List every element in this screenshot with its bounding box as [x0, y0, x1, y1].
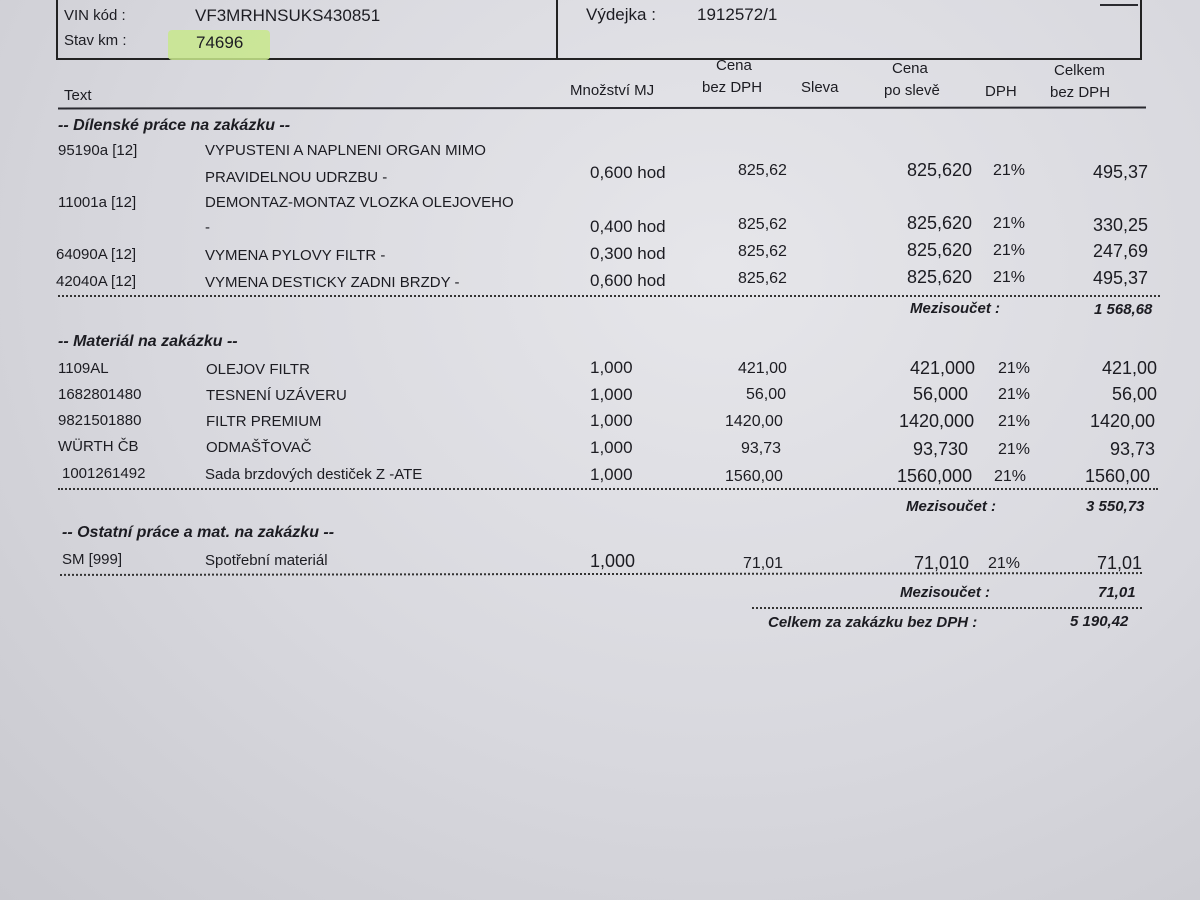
- col-vat: DPH: [985, 83, 1017, 100]
- row-price: 825,62: [738, 216, 787, 233]
- km-value: 74696: [196, 33, 244, 52]
- row-desc: VYMENA PYLOVY FILTR -: [205, 247, 386, 264]
- row-price-after: 421,000: [910, 358, 976, 378]
- row-price: 1420,00: [725, 413, 783, 430]
- row-desc-cont: -: [205, 219, 210, 236]
- subtotal-value: 1 568,68: [1094, 301, 1153, 318]
- vydejka-value: 1912572/1: [697, 5, 778, 24]
- row-qty: 0,300 hod: [590, 244, 666, 263]
- row-price-after: 825,620: [907, 213, 973, 233]
- row-price-after: 825,620: [907, 160, 973, 180]
- row-vat: 21%: [988, 555, 1021, 572]
- grand-total-value: 5 190,42: [1070, 613, 1129, 630]
- row-qty: 1,000: [590, 551, 636, 571]
- section-title-labor: -- Dílenské práce na zakázku --: [58, 117, 291, 134]
- row-qty: 0,600 hod: [590, 271, 666, 290]
- row-code: 1001261492: [62, 465, 146, 482]
- row-desc: ODMAŠŤOVAČ: [206, 439, 312, 456]
- row-qty: 1,000: [590, 438, 633, 457]
- row-qty: 1,000: [590, 358, 633, 377]
- row-desc: OLEJOV FILTR: [206, 361, 310, 378]
- col-price-l1: Cena: [716, 57, 752, 74]
- row-desc: VYMENA DESTICKY ZADNI BRZDY -: [205, 274, 460, 291]
- row-total: 330,25: [1093, 215, 1149, 235]
- vin-value: VF3MRHNSUKS430851: [195, 6, 381, 25]
- row-price-after: 825,620: [907, 267, 973, 287]
- vydejka-label: Výdejka :: [586, 5, 656, 24]
- row-code: 9821501880: [58, 412, 142, 429]
- row-desc: Sada brzdových destiček Z -ATE: [205, 466, 423, 483]
- row-vat: 21%: [998, 441, 1031, 458]
- row-qty: 1,000: [590, 385, 633, 404]
- row-total: 1560,00: [1085, 466, 1151, 486]
- row-desc: TESNENÍ UZÁVERU: [206, 387, 347, 404]
- row-vat: 21%: [994, 468, 1027, 485]
- row-price-after: 71,010: [914, 553, 970, 573]
- row-price: 71,01: [743, 555, 784, 572]
- row-price-after: 1560,000: [897, 466, 973, 486]
- col-text: Text: [64, 87, 92, 104]
- row-price: 825,62: [738, 270, 787, 287]
- row-desc: DEMONTAZ-MONTAZ VLOZKA OLEJOVEHO: [205, 194, 514, 211]
- row-price: 421,00: [738, 360, 787, 377]
- col-price-after-l2: po slevě: [884, 82, 940, 99]
- col-total-l1: Celkem: [1054, 62, 1105, 79]
- subtotal-divider: [60, 572, 1142, 576]
- row-code: WÜRTH ČB: [58, 438, 139, 455]
- header-rule: [58, 107, 1146, 110]
- row-price-after: 825,620: [907, 240, 973, 260]
- col-price-after-l1: Cena: [892, 60, 928, 77]
- row-code: 1109AL: [58, 360, 109, 377]
- row-price: 825,62: [738, 162, 787, 179]
- section-title-material: -- Materiál na zakázku --: [58, 333, 238, 350]
- grand-total-divider: [752, 607, 1142, 609]
- col-price-l2: bez DPH: [702, 79, 763, 96]
- row-price-after: 93,730: [913, 439, 969, 459]
- row-total: 71,01: [1097, 553, 1143, 573]
- grand-total-label: Celkem za zakázku bez DPH :: [768, 614, 978, 631]
- row-vat: 21%: [993, 162, 1026, 179]
- subtotal-label: Mezisoučet :: [900, 584, 991, 601]
- row-vat: 21%: [993, 215, 1026, 232]
- vin-label: VIN kód :: [64, 7, 126, 24]
- row-total: 1420,00: [1090, 411, 1156, 431]
- subtotal-divider: [58, 295, 1160, 297]
- header-divider: [1100, 4, 1138, 6]
- section-title-other: -- Ostatní práce a mat. na zakázku --: [62, 524, 335, 541]
- row-qty: 0,600 hod: [590, 163, 666, 182]
- row-price-after: 1420,000: [899, 411, 975, 431]
- row-vat: 21%: [998, 360, 1031, 377]
- row-vat: 21%: [998, 413, 1031, 430]
- row-price-after: 56,000: [913, 384, 969, 404]
- row-vat: 21%: [998, 386, 1031, 403]
- col-total-l2: bez DPH: [1050, 84, 1111, 101]
- row-total: 56,00: [1112, 384, 1158, 404]
- col-quantity: Množství MJ: [570, 82, 655, 99]
- row-total: 495,37: [1093, 162, 1149, 182]
- row-desc: Spotřební materiál: [205, 552, 328, 569]
- row-code: 42040A [12]: [56, 273, 137, 290]
- row-code: SM [999]: [62, 551, 123, 568]
- row-price: 93,73: [741, 440, 782, 457]
- subtotal-value: 71,01: [1098, 584, 1136, 601]
- row-code: 11001a [12]: [58, 194, 137, 211]
- row-qty: 0,400 hod: [590, 217, 666, 236]
- subtotal-value: 3 550,73: [1086, 498, 1145, 515]
- row-total: 247,69: [1093, 241, 1149, 261]
- row-price: 825,62: [738, 243, 787, 260]
- km-label: Stav km :: [64, 32, 127, 49]
- row-qty: 1,000: [590, 411, 633, 430]
- row-qty: 1,000: [590, 465, 633, 484]
- row-desc-cont: PRAVIDELNOU UDRZBU -: [205, 169, 388, 186]
- subtotal-label: Mezisoučet :: [910, 300, 1001, 317]
- row-total: 495,37: [1093, 268, 1149, 288]
- row-desc: VYPUSTENI A NAPLNENI ORGAN MIMO: [205, 142, 486, 159]
- row-price: 56,00: [746, 386, 787, 403]
- subtotal-divider: [58, 488, 1158, 490]
- row-code: 95190a [12]: [58, 142, 138, 159]
- row-code: 1682801480: [58, 386, 142, 403]
- row-vat: 21%: [993, 269, 1026, 286]
- subtotal-label: Mezisoučet :: [906, 498, 997, 515]
- row-total: 421,00: [1102, 358, 1158, 378]
- row-desc: FILTR PREMIUM: [206, 413, 322, 430]
- row-price: 1560,00: [725, 468, 783, 485]
- col-discount: Sleva: [801, 79, 839, 96]
- row-code: 64090A [12]: [56, 246, 137, 263]
- row-total: 93,73: [1110, 439, 1156, 459]
- row-vat: 21%: [993, 242, 1026, 259]
